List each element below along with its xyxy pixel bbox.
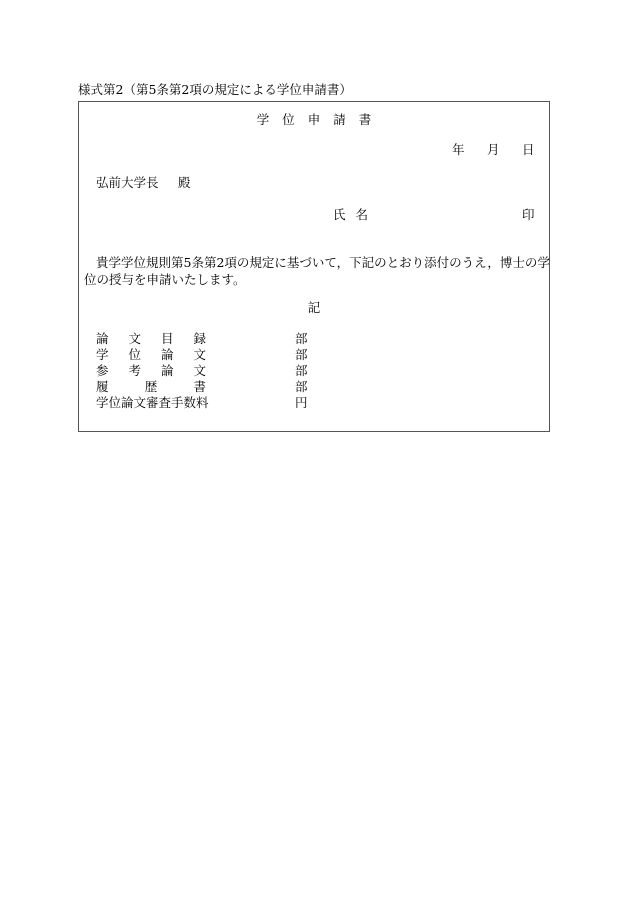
attachment-item-char: 文 [193, 347, 206, 362]
request-body-text: 貴学学位規則第5条第2項の規定に基づいて，下記のとおり添付のうえ，博士の学位の授与を申請いたします。 [84, 255, 550, 287]
attachment-item-char: 録 [193, 331, 206, 346]
attachment-item-char: 目 [160, 331, 174, 346]
seal-label: 印 [522, 207, 535, 222]
attachment-item-char: 履 [96, 379, 109, 394]
attachment-item-char: 文 [128, 331, 141, 346]
attachment-item-char: 論 [160, 363, 174, 378]
attachment-unit: 部 [295, 363, 308, 378]
attachment-item-review-fee [96, 397, 256, 410]
attachment-item-resume [96, 381, 206, 394]
application-form [78, 101, 550, 432]
date-day-label: 日 [522, 142, 535, 157]
addressee-name: 弘前大学長 [96, 175, 159, 190]
attachment-item-char: 歴 [144, 379, 158, 394]
form-title: 学位申請書 [256, 112, 385, 127]
attachment-item-dissertation [96, 349, 206, 362]
attachment-item-reference-papers [96, 365, 206, 378]
attachment-item-char: 論 [160, 347, 174, 362]
attachment-unit: 部 [295, 347, 308, 362]
attachment-item-char: 学位論文審査手数料 [96, 395, 209, 410]
attachment-item-char: 論 [96, 331, 109, 346]
attachment-item-char: 考 [128, 363, 141, 378]
attachment-unit: 部 [295, 379, 308, 394]
attachment-item-char: 文 [193, 363, 206, 378]
date-year-label: 年 [452, 142, 465, 157]
attachment-unit: 部 [295, 331, 308, 346]
attachment-item-thesis-list [96, 333, 206, 346]
attachment-item-char: 学 [96, 347, 109, 362]
attachment-item-char: 書 [193, 379, 206, 394]
ki-label: 記 [307, 300, 321, 315]
form-number: 様式第2（第5条第2項の規定による学位申請書） [78, 82, 352, 97]
applicant-name-label: 氏名 [333, 207, 379, 222]
addressee-honorific: 殿 [178, 175, 191, 190]
attachment-item-char: 参 [96, 363, 109, 378]
attachment-item-char: 位 [128, 347, 141, 362]
date-month-label: 月 [487, 142, 500, 157]
attachment-unit: 円 [295, 395, 308, 410]
